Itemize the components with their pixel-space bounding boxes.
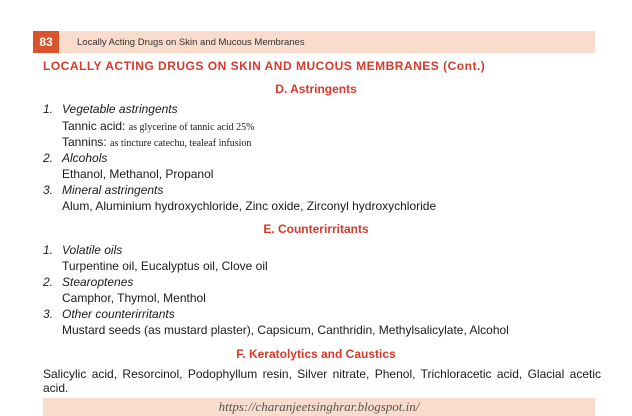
tannins-note: as tincture catechu, tealeaf infusion [110, 138, 252, 149]
tannic-acid-line [62, 119, 255, 133]
tannins-label: Tannins: [62, 135, 107, 149]
list-item-vegetable-astringents [43, 102, 178, 116]
list-item-label: Alcohols [62, 151, 108, 165]
volatile-oils-members: Turpentine oil, Eucalyptus oil, Clove oil [62, 259, 268, 273]
list-item-label: Mineral astringents [62, 183, 164, 197]
list-number: 2. [43, 151, 54, 165]
list-number: 3. [43, 183, 54, 197]
alcohols-members: Ethanol, Methanol, Propanol [62, 167, 214, 181]
section-heading-counterirritants: E. Counterirritants [263, 222, 369, 236]
list-item-label: Stearoptenes [62, 275, 134, 289]
list-item-alcohols [43, 151, 107, 165]
mineral-astringents-members: Alum, Aluminium hydroxychloride, Zinc oxide, Zirconyl hydroxychloride [62, 199, 437, 213]
list-item-volatile-oils [43, 243, 122, 257]
list-number: 3. [43, 307, 54, 321]
list-item-label: Other counterirritants [62, 307, 175, 321]
running-title: Locally Acting Drugs on Skin and Mucous Membranes [77, 36, 305, 48]
page-number: 83 [33, 31, 59, 53]
section-heading-astringents: D. Astringents [275, 82, 357, 96]
keratolytics-text: Salicylic acid, Resorcinol, Podophyllum resin, Silver nitrate, Phenol, Trichloracetic acid, Glacial acetic acid. [43, 367, 601, 395]
list-item-stearoptenes [43, 275, 133, 289]
list-item-label: Volatile oils [62, 243, 123, 257]
tannins-line [62, 135, 251, 149]
footer [43, 398, 595, 416]
section-heading-keratolytics: F. Keratolytics and Caustics [236, 347, 396, 361]
list-item-mineral-astringents [43, 183, 163, 197]
list-number: 1. [43, 102, 54, 116]
stearoptenes-members: Camphor, Thymol, Menthol [62, 291, 206, 305]
list-item-label: Vegetable astringents [62, 102, 178, 116]
list-item-other-counterirritants [43, 307, 175, 321]
running-header [33, 31, 595, 53]
page-title: LOCALLY ACTING DRUGS ON SKIN AND MUCOUS MEMBRANES (Cont.) [43, 59, 486, 73]
tannic-acid-note: as glycerine of tannic acid 25% [128, 122, 255, 133]
other-counterirritants-members: Mustard seeds (as mustard plaster), Capsicum, Canthridin, Methylsalicylate, Alcohol [62, 323, 509, 337]
list-number: 1. [43, 243, 54, 257]
tannic-acid-label: Tannic acid: [62, 119, 126, 133]
footer-url[interactable]: https://charanjeetsinghrar.blogspot.in/ [218, 399, 420, 414]
list-number: 2. [43, 275, 54, 289]
